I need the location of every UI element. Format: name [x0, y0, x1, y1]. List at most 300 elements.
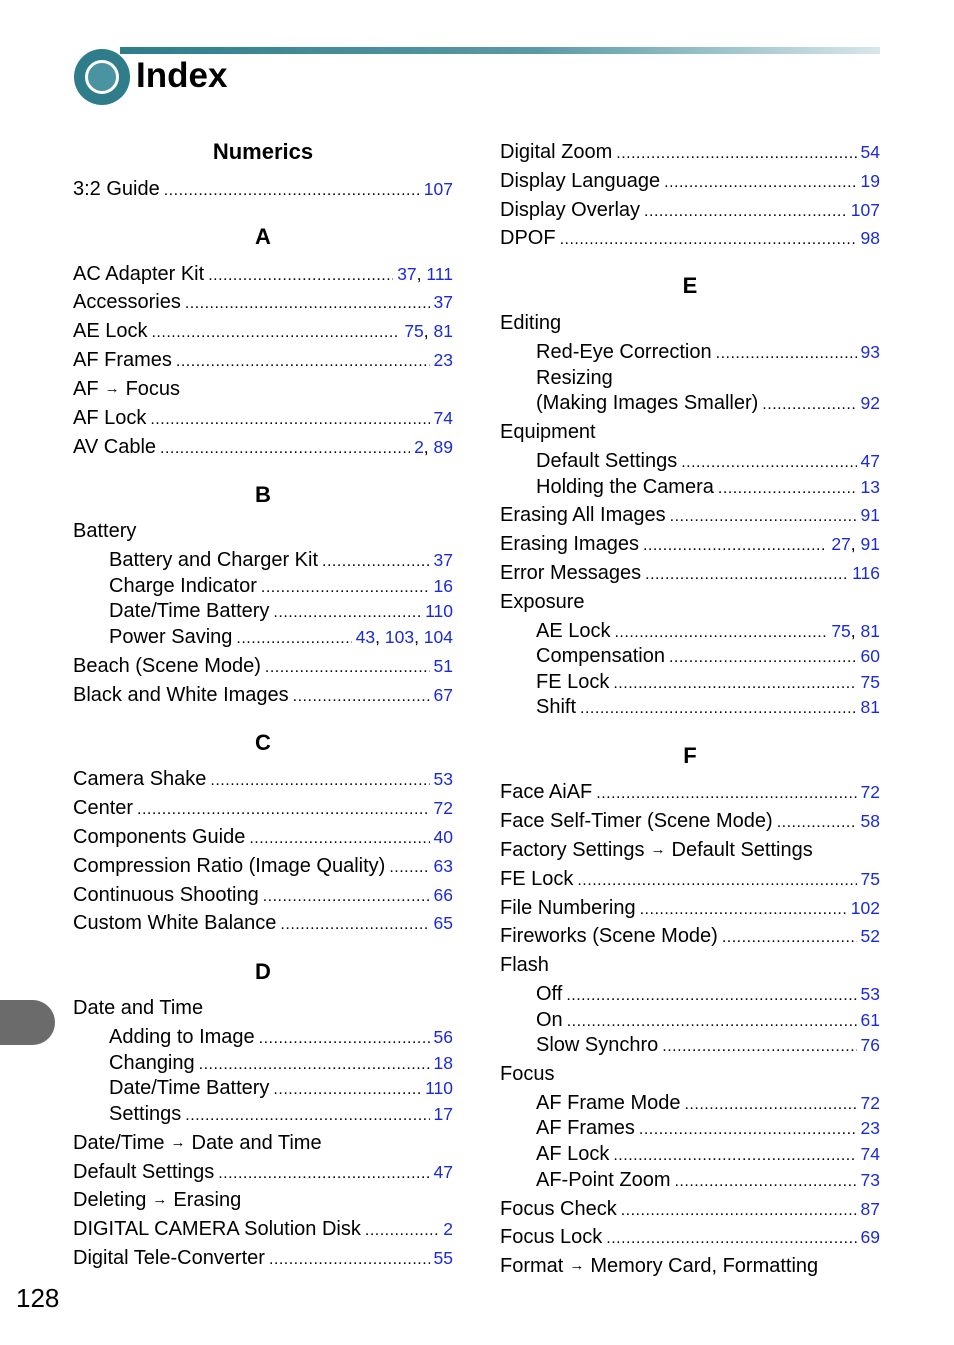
index-entry — [500, 561, 880, 587]
index-entry — [73, 767, 453, 793]
index-subentry — [536, 619, 880, 645]
page-link[interactable]: 75 — [831, 621, 851, 641]
index-entry — [73, 435, 453, 461]
index-subentry — [536, 695, 880, 721]
entry-label: Factory Settings — [500, 839, 645, 861]
dot-leader — [613, 672, 856, 696]
dot-leader — [273, 601, 421, 625]
page-link[interactable]: 65 — [433, 913, 453, 933]
entry-label: File Numbering — [500, 897, 636, 919]
entry-label: Date and Time — [73, 997, 204, 1019]
page-references — [861, 1168, 880, 1192]
index-entry — [73, 406, 453, 432]
entry-label: Error Messages — [500, 562, 642, 584]
entry-label: Accessories — [73, 291, 181, 313]
page-references — [861, 780, 880, 804]
page-references — [861, 475, 880, 499]
entry-label: Format — [500, 1255, 564, 1277]
page-separator: , — [414, 627, 424, 647]
index-entry — [500, 226, 880, 252]
page-references — [434, 825, 453, 849]
section-heading: E — [682, 273, 698, 298]
page-references — [861, 1197, 880, 1221]
index-subentry — [536, 1008, 880, 1034]
page-link[interactable]: 58 — [860, 811, 880, 831]
index-entry — [500, 924, 880, 950]
dot-leader — [577, 869, 856, 893]
entry-label: Resizing — [536, 367, 613, 389]
page-references — [861, 644, 880, 668]
index-entry — [73, 1246, 453, 1272]
index-entry — [500, 1254, 880, 1280]
page-link[interactable]: 98 — [860, 228, 880, 248]
page-references — [861, 169, 880, 193]
dot-leader — [645, 563, 848, 587]
index-subentry — [536, 1142, 880, 1168]
dot-leader — [580, 697, 857, 721]
cross-reference-target: Default Settings — [671, 839, 813, 861]
entry-label: AF — [73, 378, 99, 400]
page-link[interactable]: 76 — [860, 1035, 880, 1055]
page-references — [434, 1102, 453, 1126]
entry-label: AE Lock — [73, 320, 148, 342]
entry-label: Focus — [500, 1063, 555, 1085]
dot-leader — [185, 292, 430, 316]
dot-leader — [762, 393, 856, 417]
entry-label: Off — [536, 983, 563, 1005]
page-separator: , — [423, 321, 434, 341]
dot-leader — [566, 984, 856, 1008]
entry-label: AE Lock — [536, 620, 611, 642]
section-heading: A — [255, 224, 271, 249]
page-link[interactable]: 27 — [831, 534, 851, 554]
index-entry — [73, 883, 453, 909]
header-rule — [120, 47, 880, 54]
page-link[interactable]: 13 — [860, 477, 880, 497]
section-heading: Numerics — [212, 139, 314, 164]
page-references — [434, 767, 453, 791]
index-subentry — [536, 449, 880, 475]
page-link[interactable]: 47 — [433, 1162, 453, 1182]
dot-leader — [365, 1219, 439, 1243]
page-references — [861, 1008, 880, 1032]
index-entry — [500, 867, 880, 893]
entry-label: Default Settings — [73, 1161, 215, 1183]
index-entry — [73, 348, 453, 374]
page-link[interactable]: 75 — [860, 672, 880, 692]
entry-label: AF-Point Zoom — [536, 1169, 671, 1191]
page-link[interactable]: 104 — [423, 627, 453, 647]
page-references — [434, 883, 453, 907]
entry-label: FE Lock — [536, 671, 610, 693]
page-references — [861, 340, 880, 364]
index-entry — [73, 262, 453, 288]
dot-leader — [265, 656, 430, 680]
arrow-right-icon: → — [650, 841, 666, 858]
index-entry — [73, 1188, 453, 1214]
dot-leader — [613, 1144, 856, 1168]
cross-reference-target: Erasing — [173, 1189, 242, 1211]
index-entry — [73, 854, 453, 880]
dot-leader — [199, 1053, 430, 1077]
index-subentry — [536, 670, 880, 696]
index-subentry — [109, 548, 453, 574]
index-entry — [500, 953, 880, 977]
index-subentry — [109, 625, 453, 651]
page-link[interactable]: 18 — [433, 1053, 453, 1073]
index-subentry — [109, 1076, 453, 1102]
section-heading: D — [255, 959, 271, 984]
index-entry — [73, 1217, 453, 1243]
index-entry — [73, 519, 453, 543]
index-entry — [500, 1062, 880, 1086]
page-link[interactable]: 53 — [860, 984, 880, 1004]
dot-leader — [777, 811, 857, 835]
entry-label: Display Language — [500, 170, 661, 192]
entry-label: Digital Zoom — [500, 141, 613, 163]
index-subentry — [109, 1025, 453, 1051]
page-link[interactable]: 55 — [433, 1248, 453, 1268]
page-link[interactable]: 61 — [860, 1010, 880, 1030]
entry-label: Face Self-Timer (Scene Mode) — [500, 810, 773, 832]
entry-label: AF Lock — [73, 407, 147, 429]
dot-leader — [616, 142, 856, 166]
page-references — [434, 1246, 453, 1270]
page-link[interactable]: 81 — [433, 321, 453, 341]
index-entry — [73, 1160, 453, 1186]
page-link[interactable]: 92 — [860, 393, 880, 413]
dot-leader — [160, 437, 410, 461]
dot-leader — [208, 264, 393, 288]
entry-label: DIGITAL CAMERA Solution Disk — [73, 1218, 361, 1240]
page-link[interactable]: 2 — [443, 1219, 453, 1239]
dot-leader — [185, 1104, 429, 1128]
page-references — [831, 619, 880, 643]
index-entry — [500, 311, 880, 335]
dot-leader — [269, 1248, 430, 1272]
entry-label: Black and White Images — [73, 684, 289, 706]
entry-label: Adding to Image — [109, 1026, 255, 1048]
dot-leader — [164, 179, 420, 203]
entry-label: Erasing Images — [500, 533, 639, 555]
page-link[interactable]: 81 — [860, 697, 880, 717]
entry-label: Date/Time Battery — [109, 600, 270, 622]
page-separator: , — [850, 621, 861, 641]
page-link[interactable]: 74 — [433, 408, 453, 428]
index-entry — [500, 198, 880, 224]
dot-leader — [259, 1027, 430, 1051]
dot-leader — [273, 1078, 421, 1102]
entry-label: Changing — [109, 1052, 195, 1074]
page-link[interactable]: 51 — [433, 656, 453, 676]
dot-leader — [718, 477, 857, 501]
page-link[interactable]: 37 — [433, 550, 453, 570]
index-subentry — [536, 1091, 880, 1117]
section-heading: C — [255, 730, 271, 755]
page-separator: , — [850, 534, 861, 554]
page-link[interactable]: 73 — [860, 1170, 880, 1190]
dot-leader — [664, 171, 856, 195]
entry-label: Digital Tele-Converter — [73, 1247, 265, 1269]
page-references — [434, 796, 453, 820]
entry-label: Custom White Balance — [73, 912, 277, 934]
page-references — [356, 625, 453, 649]
page-link[interactable]: 66 — [433, 885, 453, 905]
dot-leader — [218, 1162, 429, 1186]
page-references — [434, 574, 453, 598]
entry-label: AF Frame Mode — [536, 1092, 681, 1114]
page-link[interactable]: 91 — [860, 505, 880, 525]
cross-reference-target: Focus — [125, 378, 181, 400]
entry-label: Center — [73, 797, 134, 819]
index-entry — [73, 911, 453, 937]
index-subentry — [536, 475, 880, 501]
dot-leader — [151, 321, 400, 345]
index-entry — [500, 780, 880, 806]
page-link[interactable]: 69 — [860, 1227, 880, 1247]
dot-leader — [560, 228, 857, 252]
page-link[interactable]: 60 — [860, 646, 880, 666]
index-subentry — [109, 599, 453, 625]
index-entry — [500, 532, 880, 558]
dot-leader — [236, 627, 351, 651]
page-references — [861, 391, 880, 415]
entry-label: Erasing All Images — [500, 504, 666, 526]
dot-leader — [621, 1199, 857, 1223]
page-link[interactable]: 23 — [860, 1118, 880, 1138]
dot-leader — [389, 856, 429, 880]
page-references — [851, 896, 880, 920]
entry-label: Editing — [500, 312, 562, 334]
page-link[interactable]: 72 — [860, 1093, 880, 1113]
page-link[interactable]: 37 — [433, 292, 453, 312]
index-entry — [500, 503, 880, 529]
page-link[interactable]: 47 — [860, 451, 880, 471]
page-link[interactable]: 16 — [433, 576, 453, 596]
page-link[interactable]: 53 — [433, 769, 453, 789]
dot-leader — [293, 685, 430, 709]
entry-label: FE Lock — [500, 868, 574, 890]
entry-label: AF Frames — [73, 349, 172, 371]
index-subentry — [536, 391, 880, 417]
page-link[interactable]: 75 — [860, 869, 880, 889]
index-entry — [73, 654, 453, 680]
dot-leader — [249, 827, 429, 851]
dot-leader — [643, 534, 827, 558]
page-link[interactable]: 2 — [414, 437, 424, 457]
index-subentry — [536, 1033, 880, 1059]
page-references — [434, 290, 453, 314]
index-subentry — [536, 366, 880, 390]
arrow-right-icon: → — [170, 1134, 186, 1151]
index-entry — [500, 1225, 880, 1251]
index-entry — [500, 838, 880, 864]
entry-label: Date/Time Battery — [109, 1077, 270, 1099]
arrow-right-icon: → — [104, 380, 120, 397]
dot-leader — [614, 621, 827, 645]
entry-label: Focus Check — [500, 1198, 617, 1220]
page-link[interactable]: 102 — [850, 898, 880, 918]
arrow-right-icon: → — [569, 1257, 585, 1274]
entry-label: Face AiAF — [500, 781, 593, 803]
page-link[interactable]: 87 — [860, 1199, 880, 1219]
page-link[interactable]: 54 — [860, 142, 880, 162]
page-link[interactable]: 111 — [426, 264, 453, 284]
entry-label: Components Guide — [73, 826, 246, 848]
entry-label: Date/Time — [73, 1132, 165, 1154]
page-references — [434, 348, 453, 372]
entry-label: Display Overlay — [500, 199, 641, 221]
page-link[interactable]: 37 — [397, 264, 417, 284]
index-subentry — [536, 644, 880, 670]
chapter-tab — [0, 1000, 55, 1045]
index-entry — [500, 809, 880, 835]
page-references — [434, 1160, 453, 1184]
dot-leader — [176, 350, 430, 374]
page-references — [434, 683, 453, 707]
entry-label: Equipment — [500, 421, 596, 443]
page-link[interactable]: 72 — [860, 782, 880, 802]
page-link[interactable]: 74 — [860, 1144, 880, 1164]
page-link[interactable]: 17 — [433, 1104, 453, 1124]
page-references — [434, 548, 453, 572]
page-link[interactable]: 81 — [860, 621, 880, 641]
entry-label: Focus Lock — [500, 1226, 603, 1248]
page-references — [861, 867, 880, 891]
dot-leader — [567, 1010, 857, 1034]
page-separator: , — [375, 627, 385, 647]
entry-label: AV Cable — [73, 436, 157, 458]
page-link[interactable]: 89 — [433, 437, 453, 457]
index-subentry — [109, 574, 453, 600]
dot-leader — [596, 782, 856, 806]
page-references — [861, 503, 880, 527]
section-heading: F — [683, 743, 697, 768]
entry-label: AF Lock — [536, 1143, 610, 1165]
page-references — [861, 1225, 880, 1249]
dot-leader — [722, 926, 857, 950]
page-link[interactable]: 107 — [423, 179, 453, 199]
dot-leader — [644, 200, 847, 224]
dot-leader — [639, 1118, 857, 1142]
index-subentry — [536, 1168, 880, 1194]
page-references — [861, 670, 880, 694]
page-references — [861, 1033, 880, 1057]
page-link[interactable]: 107 — [850, 200, 880, 220]
index-entry — [73, 825, 453, 851]
entry-label: Charge Indicator — [109, 575, 257, 597]
page-link[interactable]: 103 — [384, 627, 415, 647]
index-entry — [73, 996, 453, 1020]
index-entry — [500, 1197, 880, 1223]
index-subentry — [536, 982, 880, 1008]
entry-label: Battery and Charger Kit — [109, 549, 318, 571]
page-header — [0, 0, 954, 110]
index-subentry — [109, 1051, 453, 1077]
page-link[interactable]: 67 — [433, 685, 453, 705]
index-entry — [500, 140, 880, 166]
dot-leader — [210, 769, 429, 793]
index-entry — [500, 590, 880, 614]
page-references — [434, 654, 453, 678]
entry-label: Flash — [500, 954, 549, 976]
entry-label: DPOF — [500, 227, 556, 249]
page-references — [861, 809, 880, 833]
page-references — [425, 1076, 453, 1100]
page-link[interactable]: 63 — [433, 856, 453, 876]
circle-badge-icon — [74, 49, 130, 105]
entry-label: Continuous Shooting — [73, 884, 259, 906]
page-references — [861, 982, 880, 1006]
page-references — [861, 1091, 880, 1115]
dot-leader — [670, 505, 857, 529]
page-references — [861, 1142, 880, 1166]
page-link[interactable]: 52 — [860, 926, 880, 946]
entry-label: Power Saving — [109, 626, 233, 648]
index-subentry — [536, 340, 880, 366]
dot-leader — [280, 913, 429, 937]
page-link[interactable]: 116 — [852, 563, 880, 583]
page-references — [861, 695, 880, 719]
entry-label: On — [536, 1009, 563, 1031]
page-link[interactable]: 72 — [433, 798, 453, 818]
dot-leader — [640, 898, 847, 922]
page-link[interactable]: 40 — [433, 827, 453, 847]
page-separator: , — [423, 437, 434, 457]
entry-label: Slow Synchro — [536, 1034, 659, 1056]
page-references — [397, 262, 453, 286]
page-references — [861, 924, 880, 948]
entry-label: AC Adapter Kit — [73, 263, 205, 285]
cross-reference-target: Date and Time — [191, 1132, 322, 1154]
page-references — [851, 198, 880, 222]
dot-leader — [716, 342, 857, 366]
page-link[interactable]: 110 — [425, 601, 453, 621]
dot-leader — [261, 576, 430, 600]
index-entry — [73, 177, 453, 203]
entry-label: Exposure — [500, 591, 585, 613]
page-link[interactable]: 110 — [425, 1078, 453, 1098]
page-references — [443, 1217, 453, 1241]
page-title: Index — [136, 56, 228, 95]
page-references — [434, 1025, 453, 1049]
entry-label: Beach (Scene Mode) — [73, 655, 261, 677]
page-link[interactable]: 19 — [860, 171, 880, 191]
index-entry — [500, 896, 880, 922]
dot-leader — [662, 1035, 856, 1059]
dot-leader — [681, 451, 856, 475]
page-link[interactable]: 93 — [860, 342, 880, 362]
index-entry — [500, 420, 880, 444]
page-references — [414, 435, 453, 459]
entry-label: Camera Shake — [73, 768, 207, 790]
dot-leader — [263, 885, 430, 909]
page-link[interactable]: 91 — [860, 534, 880, 554]
entry-label: Shift — [536, 696, 577, 718]
page-link[interactable]: 75 — [404, 321, 424, 341]
page-references — [861, 449, 880, 473]
page-references — [434, 406, 453, 430]
page-references — [424, 177, 453, 201]
page-references — [434, 911, 453, 935]
entry-label: Fireworks (Scene Mode) — [500, 925, 718, 947]
page-references — [861, 1116, 880, 1140]
page-link[interactable]: 56 — [433, 1027, 453, 1047]
entry-label: Compensation — [536, 645, 665, 667]
page-link[interactable]: 43 — [355, 627, 376, 647]
page-link[interactable]: 23 — [433, 350, 453, 370]
page-references — [831, 532, 880, 556]
